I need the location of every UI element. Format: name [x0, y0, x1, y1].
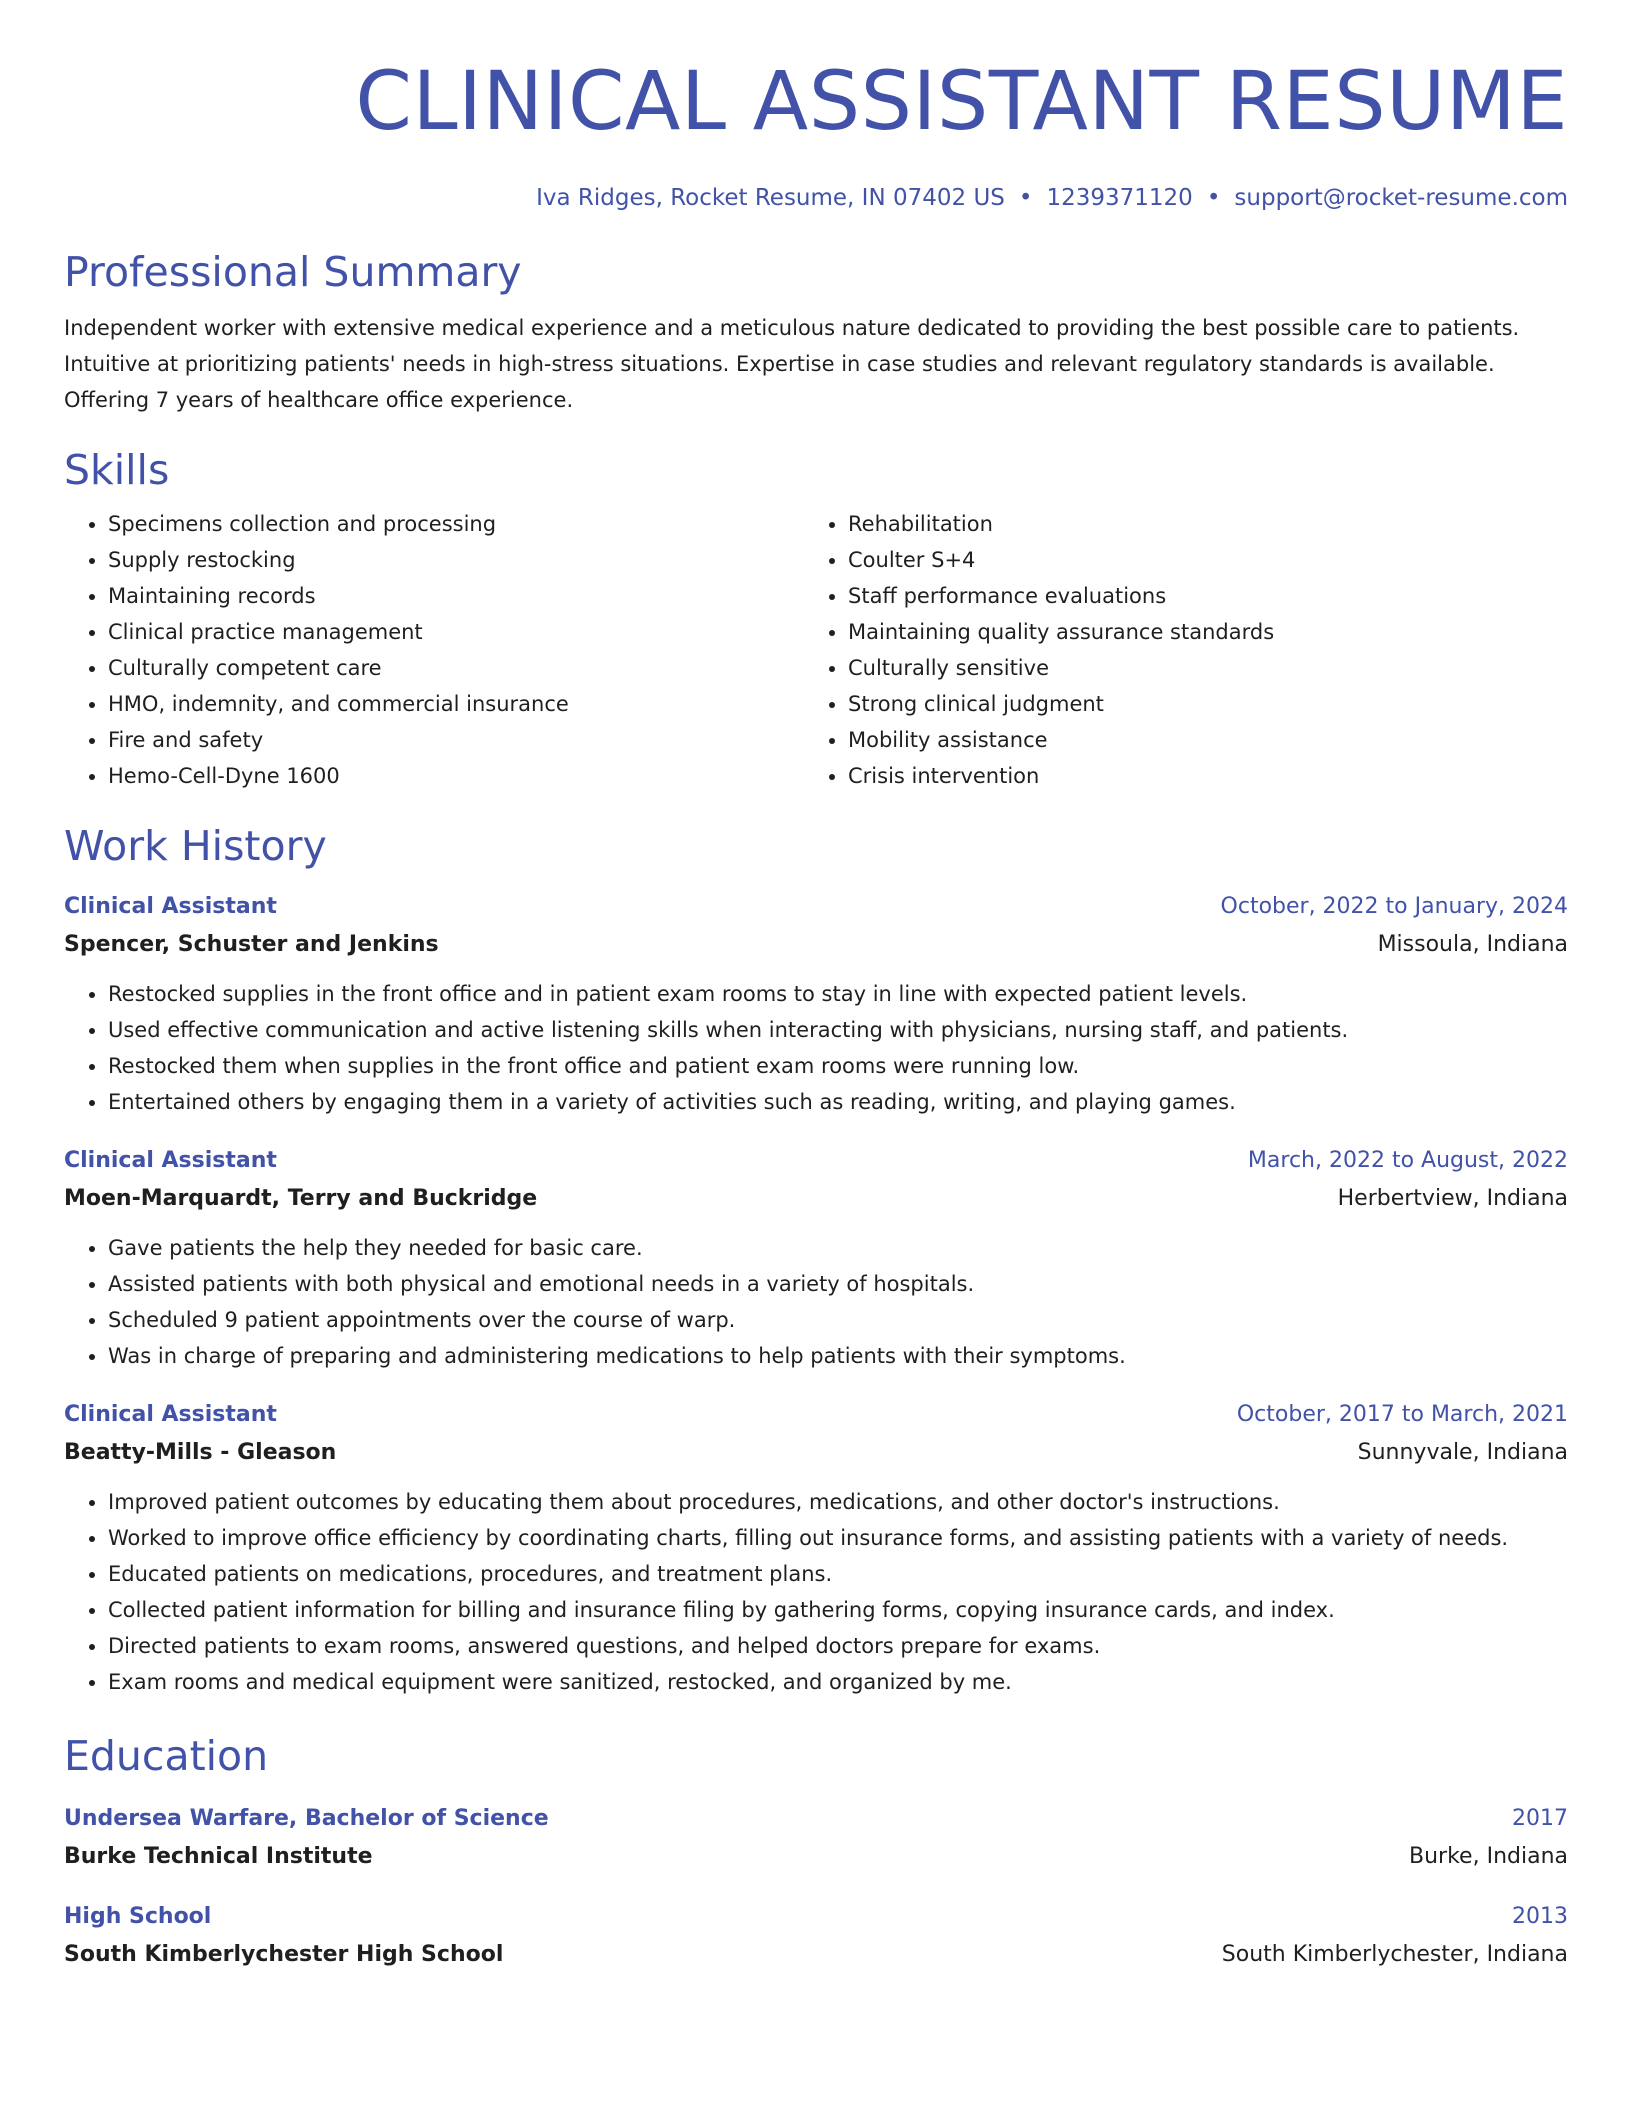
skills-column-left — [64, 506, 804, 794]
skill-item: • Maintaining quality assurance standards — [848, 614, 1568, 650]
skill-item: • Fire and safety — [108, 722, 804, 758]
job-bullet: • Collected patient information for billing and insurance filing by gathering forms, copying insurance cards, and index. — [108, 1592, 1568, 1628]
education-degree: Undersea Warfare, Bachelor of Science — [64, 1806, 549, 1831]
education-location: Burke, Indiana — [1409, 1844, 1568, 1869]
summary-text: Independent worker with extensive medical experience and a meticulous nature dedicated to providing the best possible care to patients. Intuitive at prioritizing patients' needs in high-stress situations. Expertise in case studies and relevant regulatory standards is available. Offering 7 years of healthcare office experience. — [64, 316, 1520, 412]
education-heading: Education — [64, 1732, 269, 1780]
education-year: 2017 — [1512, 1806, 1568, 1831]
job-location: Herbertview, Indiana — [1337, 1186, 1568, 1211]
job-company: Moen-Marquardt, Terry and Buckridge — [64, 1186, 538, 1211]
job-title-row — [64, 1142, 1568, 1180]
contact-line — [64, 182, 1568, 214]
contact-phone: 1239371120 — [1046, 185, 1193, 211]
skill-item: • Rehabilitation — [848, 506, 1568, 542]
job-bullet: • Directed patients to exam rooms, answered questions, and helped doctors prepare for exams. — [108, 1628, 1568, 1664]
education-degree: High School — [64, 1904, 212, 1929]
job-bullet: • Restocked them when supplies in the front office and patient exam rooms were running low. — [108, 1048, 1568, 1084]
bullet-separator: • — [1018, 185, 1033, 211]
job-title-row — [64, 1396, 1568, 1434]
page-title: CLINICAL ASSISTANT RESUME — [355, 55, 1568, 149]
education-school: Burke Technical Institute — [64, 1844, 373, 1869]
job-company-row — [64, 1434, 1568, 1472]
job-location: Missoula, Indiana — [1377, 932, 1568, 957]
education-year: 2013 — [1512, 1904, 1568, 1929]
work-history-heading: Work History — [64, 822, 327, 870]
education-school-row — [64, 1838, 1568, 1876]
job-bullet: • Worked to improve office efficiency by coordinating charts, filling out insurance forms, and assisting patients with a variety of needs. — [108, 1520, 1568, 1556]
skill-item: • Coulter S+4 — [848, 542, 1568, 578]
job-title-row — [64, 888, 1568, 926]
job-bullet: • Scheduled 9 patient appointments over the course of warp. — [108, 1302, 1568, 1338]
skill-item: • Maintaining records — [108, 578, 804, 614]
education-school-row — [64, 1936, 1568, 1974]
contact-email: support@rocket-resume.com — [1234, 185, 1568, 211]
job-role: Clinical Assistant — [64, 894, 277, 919]
education-school: South Kimberlychester High School — [64, 1942, 504, 1967]
job-bullets — [64, 1230, 1568, 1374]
job-dates: October, 2017 to March, 2021 — [1236, 1402, 1568, 1427]
skill-item: • Clinical practice management — [108, 614, 804, 650]
skill-item: • Strong clinical judgment — [848, 686, 1568, 722]
education-degree-row — [64, 1898, 1568, 1936]
job-bullet: • Educated patients on medications, procedures, and treatment plans. — [108, 1556, 1568, 1592]
job-bullet: • Was in charge of preparing and administering medications to help patients with their symptoms. — [108, 1338, 1568, 1374]
job-bullet: • Restocked supplies in the front office and in patient exam rooms to stay in line with expected patient levels. — [108, 976, 1568, 1012]
job-company: Beatty-Mills - Gleason — [64, 1440, 337, 1465]
skills-list — [64, 506, 1568, 794]
job-location: Sunnyvale, Indiana — [1357, 1440, 1568, 1465]
job-bullet: • Improved patient outcomes by educating them about procedures, medications, and other doctor's instructions. — [108, 1484, 1568, 1520]
skills-heading: Skills — [64, 446, 170, 494]
skill-item: • Specimens collection and processing — [108, 506, 804, 542]
skill-item: • Supply restocking — [108, 542, 804, 578]
job-company-row — [64, 1180, 1568, 1218]
job-bullet: • Exam rooms and medical equipment were sanitized, restocked, and organized by me. — [108, 1664, 1568, 1700]
job-entry — [64, 888, 1568, 1120]
skill-item: • Mobility assistance — [848, 722, 1568, 758]
job-dates: March, 2022 to August, 2022 — [1247, 1148, 1568, 1173]
job-role: Clinical Assistant — [64, 1402, 277, 1427]
job-entry — [64, 1142, 1568, 1374]
skill-item: • Culturally competent care — [108, 650, 804, 686]
education-entry — [64, 1800, 1568, 1876]
job-dates: October, 2022 to January, 2024 — [1220, 894, 1568, 919]
education-degree-row — [64, 1800, 1568, 1838]
job-bullet: • Gave patients the help they needed for basic care. — [108, 1230, 1568, 1266]
job-entry — [64, 1396, 1568, 1700]
skill-item: • Hemo-Cell-Dyne 1600 — [108, 758, 804, 794]
bullet-separator: • — [1206, 185, 1221, 211]
job-bullet: • Used effective communication and active listening skills when interacting with physicians, nursing staff, and patients. — [108, 1012, 1568, 1048]
job-company: Spencer, Schuster and Jenkins — [64, 932, 439, 957]
contact-address: Iva Ridges, Rocket Resume, IN 07402 US — [536, 185, 1005, 211]
job-bullet: • Assisted patients with both physical and emotional needs in a variety of hospitals. — [108, 1266, 1568, 1302]
skill-item: • Crisis intervention — [848, 758, 1568, 794]
education-location: South Kimberlychester, Indiana — [1221, 1942, 1568, 1967]
skill-item: • Staff performance evaluations — [848, 578, 1568, 614]
job-bullets — [64, 976, 1568, 1120]
job-bullets — [64, 1484, 1568, 1700]
job-company-row — [64, 926, 1568, 964]
skill-item: • HMO, indemnity, and commercial insurance — [108, 686, 804, 722]
skill-item: • Culturally sensitive — [848, 650, 1568, 686]
summary-heading: Professional Summary — [64, 248, 522, 296]
skills-column-right — [804, 506, 1568, 794]
education-entry — [64, 1898, 1568, 1974]
job-role: Clinical Assistant — [64, 1148, 277, 1173]
job-bullet: • Entertained others by engaging them in a variety of activities such as reading, writing, and playing games. — [108, 1084, 1568, 1120]
